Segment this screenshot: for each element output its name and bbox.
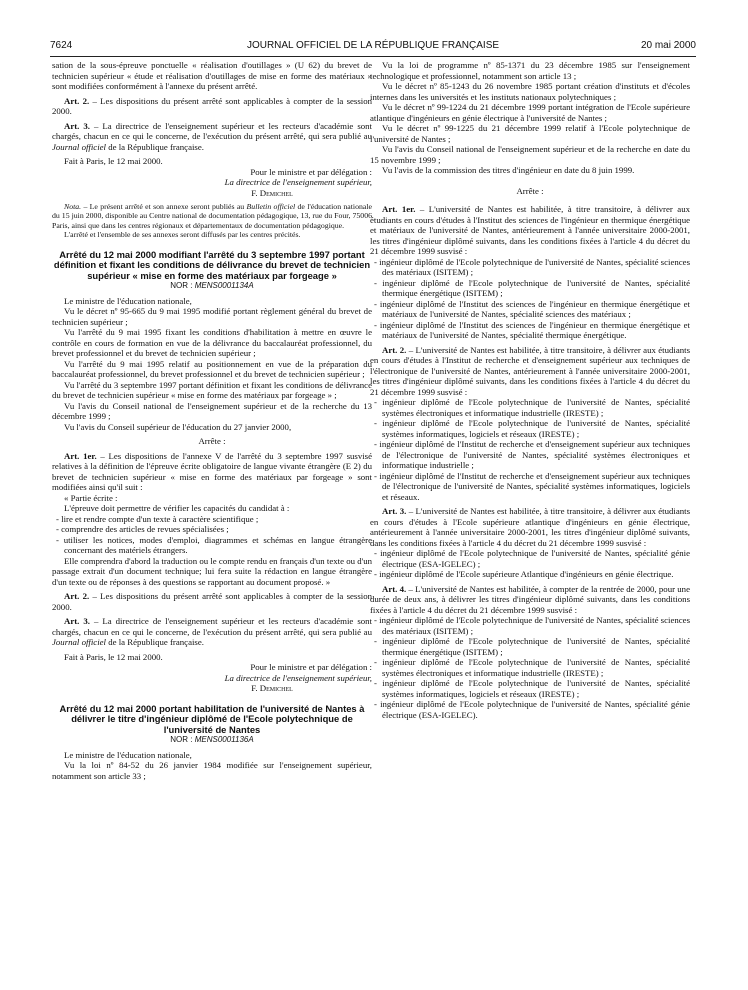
article-label: Art. 3. bbox=[64, 120, 90, 131]
signature-delegation: Pour le ministre et par délégation : bbox=[250, 166, 372, 177]
visa: Vu la loi nº 84-52 du 26 janvier 1984 modifiée sur l'enseignement supérieur, notamment son article 33 ; bbox=[52, 760, 372, 781]
visa: Vu la loi de programme nº 85-1371 du 23 décembre 1985 sur l'enseignement technologique et professionnel, notamment son article 13 ; bbox=[370, 60, 690, 81]
right-column bbox=[370, 60, 690, 720]
visa: Vu l'arrêté du 9 mai 1995 relatif au positionnement en vue de la préparation du baccalauréat professionnel, du brevet professionnel et du brevet de technicien supérieur ; bbox=[52, 358, 372, 380]
nota-label: Nota. bbox=[64, 202, 82, 211]
list-item: - ingénieur diplômé de l'Institut des sciences de l'ingénieur en thermique énergétique et matériaux de l'université de Nantes, spécialité thermique énergétique. bbox=[374, 319, 690, 340]
list-item: - ingénieur diplômé de l'Institut de recherche et d'enseignement supérieur aux techniques de l'électronique de l'université de Nantes, spécialité systèmes informatiques, logiciels et réseaux. bbox=[374, 470, 690, 502]
decree-title: Arrêté du 12 mai 2000 modifiant l'arrêté du 3 septembre 1997 portant définition et fixant les conditions de délivrance du brevet de technicien supérieur « mise en forme des matériaux par forgeage » bbox=[53, 248, 371, 281]
list-item: - utiliser les notices, modes d'emploi, diagrammes et schémas en langue étrangère concernant des matériels étrangers. bbox=[56, 534, 372, 556]
article-1 bbox=[52, 451, 372, 493]
visa: Vu l'avis du Conseil supérieur de l'éducation du 27 janvier 2000, bbox=[64, 421, 292, 432]
list-item: - ingénieur diplômé de l'Ecole polytechnique de l'université de Nantes, spécialité thermique énergétique (ISITEM) ; bbox=[374, 277, 690, 298]
header-rule bbox=[50, 56, 696, 57]
article-text: – L'université de Nantes est habilitée, à compter de la rentrée de 2000, pour une durée de deux ans, à délivrer les titres d'ingénieur diplômé suivants, dans les conditions fixées à l'article 4 du décret du 21 décembre 1999 susvisé : bbox=[370, 583, 690, 615]
journal-ref: Journal officiel bbox=[52, 637, 106, 648]
journal-title: JOURNAL OFFICIEL DE LA RÉPUBLIQUE FRANÇAISE bbox=[246, 40, 500, 51]
article-label: Art. 4. bbox=[382, 583, 407, 594]
signature-delegation: Pour le ministre et par délégation : bbox=[250, 662, 372, 673]
signature-name: F. Demichel bbox=[251, 187, 293, 198]
article-2 bbox=[370, 345, 690, 398]
nor-code: MENS0001136A bbox=[194, 735, 254, 745]
article-text: – La directrice de l'enseignement supérieur et les recteurs d'académie sont chargés, chacun en ce qui le concerne, de l'exécution du présent arrêté, qui sera publié au bbox=[52, 120, 372, 141]
visa: Vu l'arrêté du 3 septembre 1997 portant définition et fixant les conditions de délivrance du brevet de technicien supérieur « mise en forme des matériaux par forgeage » ; bbox=[52, 379, 372, 401]
visa: Vu l'avis du Conseil national de l'enseignement supérieur et de la recherche du 13 décembre 1999 ; bbox=[52, 400, 372, 422]
signature-name: F. Demichel bbox=[251, 683, 293, 694]
decree-title: Arrêté du 12 mai 2000 portant habilitation de l'université de Nantes à délivrer le titre d'ingénieur diplômé de l'Ecole polytechnique de l'université de Nantes bbox=[59, 702, 365, 735]
signature-role: La directrice de l'enseignement supérieur, bbox=[224, 672, 372, 683]
list-item: - ingénieur diplômé de l'Ecole polytechnique de l'université de Nantes, spécialité thermique énergétique (ISITEM) ; bbox=[374, 636, 690, 657]
article-label: Art. 1er. bbox=[382, 204, 416, 214]
continued-paragraph: sation de la sous-épreuve ponctuelle « réalisation d'outillages » (U 62) du brevet de technicien supérieur « étude et réalisation d'outillages de mise en forme des matériaux » sont modifiées conformément à l'annexe du présent arrêté. bbox=[52, 60, 372, 91]
nota bbox=[52, 202, 372, 230]
list-item: - ingénieur diplômé de l'Ecole polytechnique de l'université de Nantes, spécialité systèmes informatiques, logiciels et réseaux (IRESTE) ; bbox=[374, 418, 690, 439]
nota-2: L'arrêté et l'ensemble de ses annexes seront diffusés par les centres précités. bbox=[64, 230, 301, 240]
visa: Vu le décret nº 85-1243 du 26 novembre 1985 portant création d'instituts et d'écoles internes dans les universités et les instituts nationaux polytechniques ; bbox=[370, 81, 690, 102]
visa: Vu le décret nº 99-1225 du 21 décembre 1999 relatif à l'Ecole polytechnique de l'université de Nantes ; bbox=[370, 123, 690, 144]
article-text: de la République française. bbox=[106, 637, 204, 648]
nor-code: MENS0001134A bbox=[194, 281, 254, 291]
page-number: 7624 bbox=[50, 40, 73, 51]
article-text: – La directrice de l'enseignement supérieur et les recteurs d'académie sont chargés, chacun en ce qui le concerne, de l'exécution du présent arrêté, qui sera publié au bbox=[52, 616, 372, 637]
article-text: – L'université de Nantes est habilitée, à titre transitoire, à délivrer aux étudiants en cours d'études à l'Institut des sciences de l'ingénieur en thermique énergétique et matériaux de l'université de Nantes, antérieurement à l'année universitaire 2000-2001, les titres d'ingénieur diplômé suivants, dans les conditions fixées à l'article 4 du décret du 21 décembre 1999 susvisé : bbox=[370, 204, 690, 256]
article-label: Art. 2. bbox=[64, 591, 90, 602]
paragraph: Elle comprendra d'abord la traduction ou le compte rendu en français d'un texte ou d'un passage extrait d'un document technique; lui fera suite la rédaction en langue étrangère d'un texte ou de réponses à des questions se rapportant au document proposé. » bbox=[52, 555, 372, 587]
article-text: de la République française. bbox=[106, 141, 204, 152]
minister: Le ministre de l'éducation nationale, bbox=[64, 295, 192, 306]
article-text: – Les dispositions du présent arrêté sont applicables à compter de la session 2000. bbox=[52, 95, 372, 116]
list-item: - ingénieur diplômé de l'Ecole polytechnique de l'université de Nantes, spécialité génie électrique (ESA-IGELEC). bbox=[374, 699, 690, 720]
list-item: - ingénieur diplômé de l'Ecole polytechnique de l'université de Nantes, spécialité systèmes électroniques et informatique industrielle (IRESTE) ; bbox=[374, 657, 690, 678]
nota-text: – Le présent arrêté et son annexe seront publiés au bbox=[81, 202, 247, 211]
signature-date: Fait à Paris, le 12 mai 2000. bbox=[64, 651, 163, 662]
article-4 bbox=[370, 584, 690, 616]
list-item: - ingénieur diplômé de l'Ecole polytechnique de l'université de Nantes, spécialité génie électrique (ESA-IGELEC) ; bbox=[374, 548, 690, 569]
partie-ecrite: « Partie écrite : bbox=[64, 492, 118, 503]
arrete-heading: Arrête : bbox=[198, 436, 226, 447]
signature-date: Fait à Paris, le 12 mai 2000. bbox=[64, 156, 163, 166]
list-item: - ingénieur diplômé de l'Ecole polytechnique de l'université de Nantes, spécialité sciences des matériaux (ISITEM) ; bbox=[374, 256, 690, 277]
list-item: - ingénieur diplômé de l'Institut des sciences de l'ingénieur en thermique énergétique et matériaux de l'université de Nantes, spécialité sciences des matériaux ; bbox=[374, 298, 690, 319]
arrete-heading: Arrête : bbox=[516, 185, 544, 196]
article-2 bbox=[52, 96, 372, 117]
visa: Vu l'arrêté du 9 mai 1995 fixant les conditions d'habilitation à mettre en œuvre le contrôle en cours de formation en vue de la délivrance du baccalauréat professionnel, du brevet professionnel et du brevet de technicien supérieur ; bbox=[52, 327, 372, 359]
list-item: - ingénieur diplômé de l'Ecole supérieure Atlantique d'ingénieurs en génie électrique. bbox=[374, 569, 674, 579]
article-3 bbox=[52, 121, 372, 153]
journal-ref: Journal officiel bbox=[52, 141, 106, 152]
nor-label: NOR : bbox=[170, 281, 195, 291]
article-label: Art. 1er. bbox=[64, 450, 97, 461]
article-text: – Les dispositions de l'annexe V de l'arrêté du 3 septembre 1997 susvisé relatives à la définition de l'épreuve écrite obligatoire de langue vivante étrangère (E 2) du brevet de technicien supérieur « mise en forme des matériaux par forgeage » sont modifiées ainsi qu'il suit : bbox=[52, 450, 372, 493]
list-item: - ingénieur diplômé de l'Ecole polytechnique de l'université de Nantes, spécialité sciences des matériaux (ISITEM) ; bbox=[374, 615, 690, 636]
visa: Vu le décret nº 95-665 du 9 mai 1995 modifié portant règlement général du brevet de technicien supérieur ; bbox=[52, 306, 372, 327]
article-1 bbox=[370, 204, 690, 257]
article-label: Art. 3. bbox=[382, 506, 407, 516]
left-column bbox=[52, 60, 372, 781]
article-label: Art. 2. bbox=[64, 95, 90, 106]
article-3 bbox=[370, 506, 690, 548]
article-3 bbox=[52, 616, 372, 648]
list-item: - ingénieur diplômé de l'Ecole polytechnique de l'université de Nantes, spécialité systèmes informatiques, logiciels et réseaux (IRESTE) ; bbox=[374, 678, 690, 699]
list-item: - ingénieur diplômé de l'Institut de recherche et d'enseignement supérieur aux techniques de l'électronique de l'université de Nantes, spécialité systèmes électroniques et informatique industrielle ; bbox=[374, 439, 690, 470]
nota-text: de l'éducation nationale du 15 juin 2000, disponible au Centre national de documentation pédagogique, 13, rue du Four, 75006 Paris, ainsi que dans les centres régionaux et départementaux de documentation pédagogique. bbox=[52, 202, 372, 230]
article-text: – L'université de Nantes est habilitée, à titre transitoire, à délivrer aux étudiants en cours d'études à l'Ecole supérieure atlantique d'ingénieurs en génie électrique, antérieurement à l'année universitaire 2000-2001, les titres d'ingénieur diplômé suivants, dans les conditions fixées à l'article 4 du décret du 21 décembre 1999 susvisé : bbox=[370, 506, 691, 548]
article-label: Art. 2. bbox=[382, 344, 407, 355]
epreuve: L'épreuve doit permettre de vérifier les capacités du candidat à : bbox=[64, 503, 290, 514]
signature-role: La directrice de l'enseignement supérieur, bbox=[224, 177, 372, 187]
article-label: Art. 3. bbox=[64, 616, 90, 627]
page-header bbox=[50, 40, 696, 54]
issue-date: 20 mai 2000 bbox=[640, 40, 696, 51]
article-text: – L'université de Nantes est habilitée, à titre transitoire, à délivrer aux étudiants en cours d'études à l'Institut de recherche et d'enseignement supérieur aux techniques de l'électronique de l'université de Nantes, antérieurement à l'année universitaire 2000-2001, les titres d'ingénieur diplômé suivants, dans les conditions fixées à l'article 4 du décret du 21 décembre 1999 susvisé : bbox=[370, 344, 691, 397]
visa: Vu l'avis du Conseil national de l'enseignement supérieur et de la recherche en date du 15 novembre 1999 ; bbox=[370, 144, 690, 165]
bulletin-ref: Bulletin officiel bbox=[246, 202, 296, 211]
article-text: – Les dispositions du présent arrêté sont applicables à compter de la session 2000. bbox=[52, 591, 372, 612]
visa: Vu l'avis de la commission des titres d'ingénieur en date du 8 juin 1999. bbox=[382, 165, 635, 175]
list-item: - ingénieur diplômé de l'Ecole polytechnique de l'université de Nantes, spécialité systèmes électroniques et informatique industrielle (IRESTE) ; bbox=[374, 397, 690, 418]
nor-reference bbox=[52, 281, 372, 292]
article-2 bbox=[52, 591, 372, 612]
visa: Vu le décret nº 99-1224 du 21 décembre 1999 portant intégration de l'Ecole supérieure atlantique d'ingénieurs en génie électrique à l'université de Nantes ; bbox=[370, 102, 690, 123]
list-item: - lire et rendre compte d'un texte à caractère scientifique ; bbox=[56, 513, 259, 524]
nor-label: NOR : bbox=[170, 735, 195, 745]
list-item: - comprendre des articles de revues spécialisées ; bbox=[56, 524, 229, 535]
minister: Le ministre de l'éducation nationale, bbox=[64, 749, 192, 760]
nor-reference bbox=[52, 735, 372, 746]
